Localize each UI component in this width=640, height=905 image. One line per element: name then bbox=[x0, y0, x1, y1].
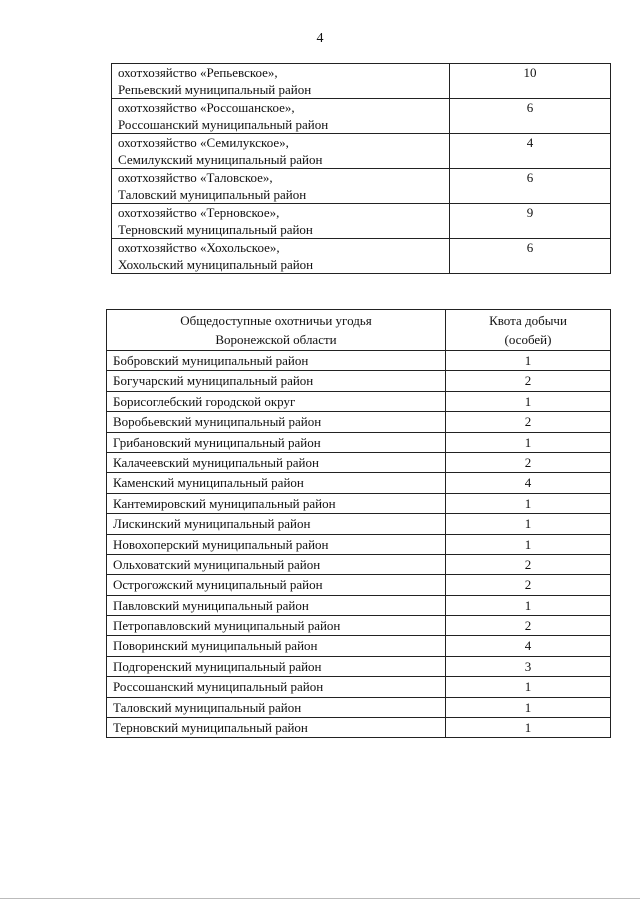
table-row bbox=[107, 677, 611, 697]
table-row bbox=[107, 575, 611, 595]
district-name: Лискинский муниципальный район bbox=[107, 514, 446, 534]
quota-value: 1 bbox=[446, 718, 611, 738]
farm-name: охотхозяйство «Россошанское», bbox=[118, 100, 295, 115]
district-name: Таловский муниципальный район bbox=[118, 187, 307, 202]
farm-name-cell bbox=[112, 169, 450, 204]
quota-value: 1 bbox=[446, 514, 611, 534]
district-name: Терновский муниципальный район bbox=[107, 718, 446, 738]
quota-column-header bbox=[446, 310, 611, 351]
table-row bbox=[107, 656, 611, 676]
public-hunting-grounds-table bbox=[106, 309, 611, 738]
quota-value: 10 bbox=[450, 64, 611, 99]
quota-value: 4 bbox=[450, 134, 611, 169]
quota-value: 2 bbox=[446, 412, 611, 432]
district-name: Хохольский муниципальный район bbox=[118, 257, 314, 272]
quota-value: 6 bbox=[450, 99, 611, 134]
table-row bbox=[107, 636, 611, 656]
table-row bbox=[107, 391, 611, 411]
district-name: Грибановский муниципальный район bbox=[107, 432, 446, 452]
quota-value: 4 bbox=[446, 636, 611, 656]
quota-value: 3 bbox=[446, 656, 611, 676]
table-row bbox=[107, 514, 611, 534]
district-name: Поворинский муниципальный район bbox=[107, 636, 446, 656]
quota-value: 1 bbox=[446, 534, 611, 554]
quota-value: 1 bbox=[446, 697, 611, 717]
table-row bbox=[107, 371, 611, 391]
quota-value: 2 bbox=[446, 371, 611, 391]
district-name: Воробьевский муниципальный район bbox=[107, 412, 446, 432]
farm-name-cell bbox=[112, 99, 450, 134]
table-row bbox=[107, 718, 611, 738]
district-name: Таловский муниципальный район bbox=[107, 697, 446, 717]
district-name: Ольховатский муниципальный район bbox=[107, 554, 446, 574]
table-header-row bbox=[107, 310, 611, 351]
district-name: Подгоренский муниципальный район bbox=[107, 656, 446, 676]
quota-value: 1 bbox=[446, 595, 611, 615]
district-name: Кантемировский муниципальный район bbox=[107, 493, 446, 513]
farm-name-cell bbox=[112, 204, 450, 239]
district-name: Терновский муниципальный район bbox=[118, 222, 313, 237]
quota-value: 2 bbox=[446, 554, 611, 574]
quota-header-line1: Квота добычи bbox=[489, 313, 567, 328]
district-name: Новохоперский муниципальный район bbox=[107, 534, 446, 554]
farm-name: охотхозяйство «Таловское», bbox=[118, 170, 273, 185]
table-row bbox=[107, 452, 611, 472]
district-name: Бобровский муниципальный район bbox=[107, 351, 446, 371]
table-row bbox=[112, 64, 611, 99]
table-row bbox=[107, 616, 611, 636]
district-name: Семилукский муниципальный район bbox=[118, 152, 323, 167]
quota-value: 2 bbox=[446, 452, 611, 472]
quota-value: 1 bbox=[446, 391, 611, 411]
quota-header-line2: (особей) bbox=[504, 332, 552, 347]
quota-value: 6 bbox=[450, 169, 611, 204]
district-name: Россошанский муниципальный район bbox=[118, 117, 329, 132]
page-bottom-edge bbox=[0, 898, 640, 899]
quota-value: 2 bbox=[446, 616, 611, 636]
quota-value: 4 bbox=[446, 473, 611, 493]
table-row bbox=[107, 412, 611, 432]
farm-name-cell bbox=[112, 64, 450, 99]
table-row bbox=[107, 554, 611, 574]
district-name: Россошанский муниципальный район bbox=[107, 677, 446, 697]
district-name: Павловский муниципальный район bbox=[107, 595, 446, 615]
table-row bbox=[107, 432, 611, 452]
district-name: Богучарский муниципальный район bbox=[107, 371, 446, 391]
farm-name: охотхозяйство «Терновское», bbox=[118, 205, 280, 220]
district-name: Острогожский муниципальный район bbox=[107, 575, 446, 595]
table-row bbox=[112, 239, 611, 274]
quota-value: 1 bbox=[446, 677, 611, 697]
hunting-farms-table bbox=[111, 63, 611, 274]
table-row bbox=[112, 169, 611, 204]
table-row bbox=[107, 493, 611, 513]
farm-name: охотхозяйство «Семилукское», bbox=[118, 135, 289, 150]
quota-value: 1 bbox=[446, 432, 611, 452]
district-name: Калачеевский муниципальный район bbox=[107, 452, 446, 472]
farm-name-cell bbox=[112, 134, 450, 169]
quota-value: 1 bbox=[446, 493, 611, 513]
district-name: Каменский муниципальный район bbox=[107, 473, 446, 493]
table-row bbox=[107, 473, 611, 493]
farm-name: охотхозяйство «Хохольское», bbox=[118, 240, 280, 255]
quota-value: 1 bbox=[446, 351, 611, 371]
quota-value: 6 bbox=[450, 239, 611, 274]
quota-value: 9 bbox=[450, 204, 611, 239]
district-name: Борисоглебский городской округ bbox=[107, 391, 446, 411]
grounds-header-line1: Общедоступные охотничьи угодья bbox=[180, 313, 372, 328]
table-row bbox=[112, 134, 611, 169]
table-row bbox=[112, 99, 611, 134]
district-name: Репьевский муниципальный район bbox=[118, 82, 312, 97]
table-row bbox=[107, 595, 611, 615]
page-number: 4 bbox=[316, 31, 324, 46]
farm-name-cell bbox=[112, 239, 450, 274]
grounds-column-header bbox=[107, 310, 446, 351]
table-row bbox=[107, 697, 611, 717]
district-name: Петропавловский муниципальный район bbox=[107, 616, 446, 636]
table-row bbox=[107, 351, 611, 371]
grounds-header-line2: Воронежской области bbox=[215, 332, 337, 347]
table-row bbox=[107, 534, 611, 554]
quota-value: 2 bbox=[446, 575, 611, 595]
table-row bbox=[112, 204, 611, 239]
farm-name: охотхозяйство «Репьевское», bbox=[118, 65, 278, 80]
